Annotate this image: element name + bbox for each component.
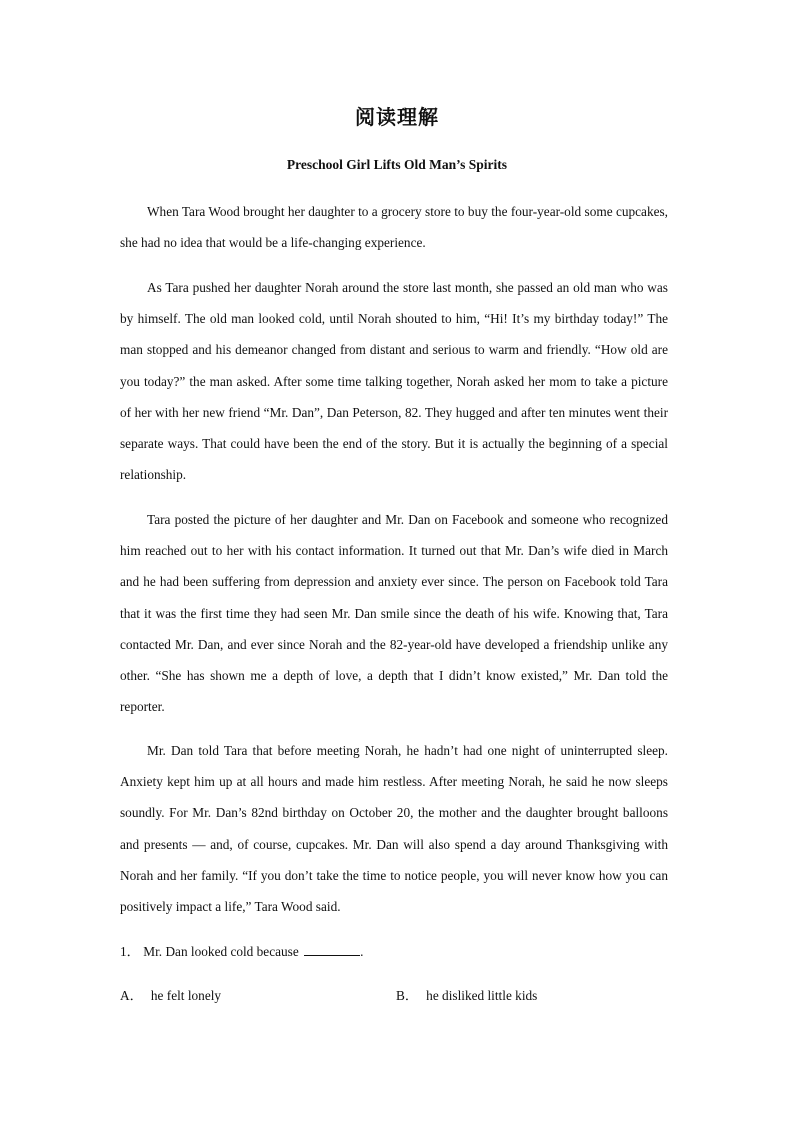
- passage-paragraph-1: When Tara Wood brought her daughter to a grocery store to buy the four-year-old some cupcakes, she had no idea that would be a life-changing experience.: [120, 204, 668, 251]
- question-number: 1．: [120, 944, 140, 959]
- section-heading: 阅读理解: [355, 105, 439, 129]
- passage-paragraph-2: As Tara pushed her daughter Norah around the store last month, she passed an old man who was by himself. The old man looked cold, until Norah shouted to him, “Hi! It’s my birthday today!” The man stopped and his demeanor changed from distant and serious to warm and friendly. “How old are you today?” the man asked. After some time talking together, Norah asked her mom to take a picture of her with her new friend “Mr. Dan”, Dan Peterson, 82. They hugged and after ten minutes went their separate ways. That could have been the end of the story. But it is actually the beginning of a special relationship.: [120, 280, 668, 483]
- passage-title: Preschool Girl Lifts Old Man’s Spirits: [286, 157, 508, 172]
- answer-blank: [304, 943, 360, 956]
- option-b: [396, 980, 537, 1011]
- question-end-punctuation: .: [360, 944, 364, 959]
- passage-paragraph-4: Mr. Dan told Tara that before meeting Norah, he hadn’t had one night of uninterrupted sleep. Anxiety kept him up at all hours and made him restless. After meeting Norah, he said he now sleeps soundly. For Mr. Dan’s 82nd birthday on October 20, the mother and the daughter brought balloons and presents — and, of course, cupcakes. Mr. Dan will also spend a day around Thanksgiving with Norah and her family. “If you don’t take the time to notice people, you will never know how you can positively impact a life,” Tara Wood said.: [120, 743, 668, 915]
- option-b-letter: B．: [396, 988, 419, 1003]
- option-a-text: he felt lonely: [150, 988, 222, 1003]
- question-text: Mr. Dan looked cold because: [143, 944, 299, 959]
- question-1: [120, 936, 363, 967]
- option-a-letter: A．: [120, 988, 143, 1003]
- passage-paragraph-3: Tara posted the picture of her daughter and Mr. Dan on Facebook and someone who recognized him reached out to her with his contact information. It turned out that Mr. Dan’s wife died in March and he had been suffering from depression and anxiety ever since. The person on Facebook told Tara that it was the first time they had seen Mr. Dan smile since the death of his wife. Knowing that, Tara contacted Mr. Dan, and ever since Norah and the 82-year-old have developed a friendship unlike any other. “She has shown me a depth of love, a depth that I didn’t know existed,” Mr. Dan told the reporter.: [120, 512, 668, 715]
- option-a: [120, 980, 221, 1011]
- option-b-text: he disliked little kids: [426, 988, 538, 1003]
